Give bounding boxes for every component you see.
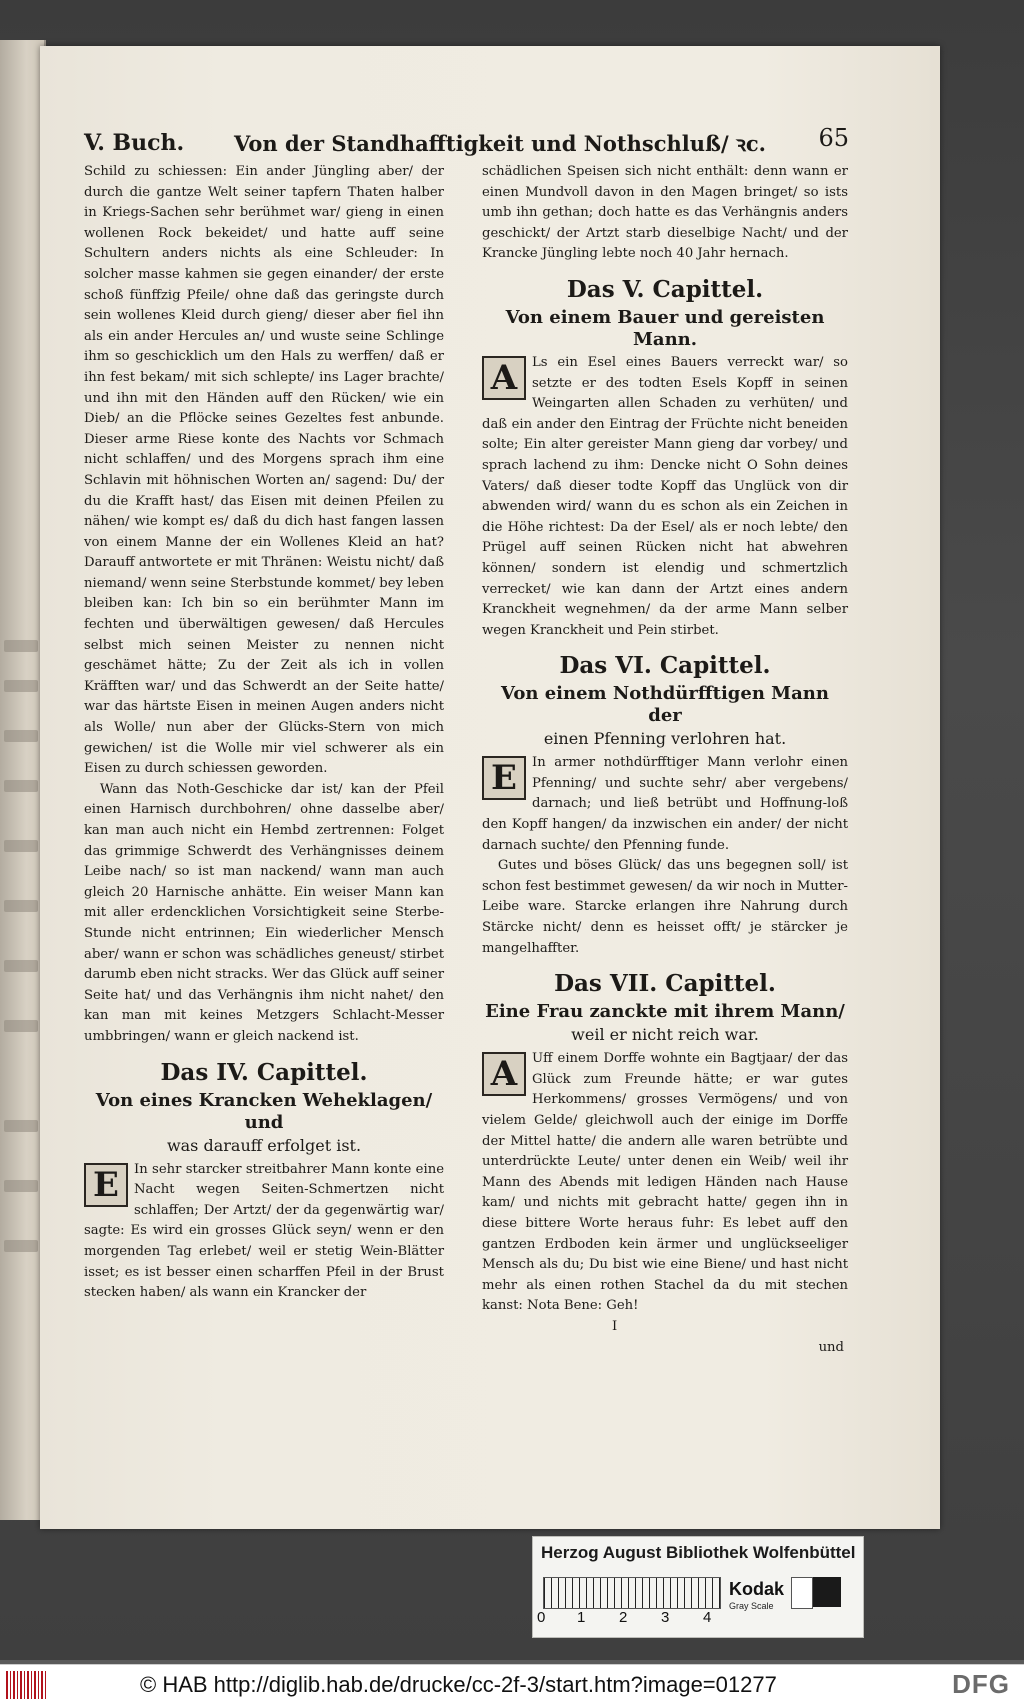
running-title: Von der Standhafftigkeit und Nothschluß/ ꝛc. <box>234 131 766 156</box>
color-calibration-card <box>532 1536 864 1638</box>
chapter-5-text <box>482 353 848 641</box>
dropcap-initial: E <box>84 1163 128 1207</box>
chapter-6-text-2: Gutes und böses Glück/ das uns begegnen soll/ ist schon fest bestimmet gewesen/ da wir noch in Mutter-Leibe ware. Starcke erlangen ihre Nahrung durch Stärcke nicht/ denn es heisset offt/ je stärcker je mangelhaffter. <box>482 858 848 956</box>
gray-scale-label: Gray Scale <box>729 1601 774 1611</box>
chapter-4-body: In sehr starcker streitbahrer Mann konte eine Nacht wegen Seiten-Schmertzen nicht schlaffen; Der Artzt/ der da gegenwärtig war/ sagte: Es wird ein grosses Glück seyn/ wenn er den morgenden Tag erlebet/ weil er stetig Wein-Blätter isset; es ist besser einen scharffen Pfeil in der Brust stecken haben/ als wann ein Krancker der <box>84 1161 444 1301</box>
signature-mark: I <box>612 1318 618 1334</box>
chapter-6-subhead: Von einem Nothdürfftigen Mann der <box>501 683 829 727</box>
page-number: 65 <box>818 124 849 152</box>
chapter-7-title: Das VII. Capittel. <box>554 970 776 998</box>
chapter-4-title: Das IV. Capittel. <box>160 1058 368 1086</box>
scale-number: 0 <box>537 1609 546 1626</box>
dropcap-initial: A <box>482 356 526 400</box>
ghost-text <box>4 900 38 912</box>
dfg-logo: DFG <box>952 1669 1010 1699</box>
scale-numbers <box>537 1609 727 1631</box>
chapter-7-text <box>482 1049 848 1317</box>
scale-number: 3 <box>661 1609 670 1626</box>
chapter-4-subhead-2: was darauff erfolget ist. <box>166 1135 362 1155</box>
right-column <box>482 162 848 1358</box>
ghost-text <box>4 960 38 972</box>
chapter-4-subhead: Von eines Krancken Weheklagen/ und <box>95 1089 433 1133</box>
left-column <box>84 162 444 1304</box>
ghost-text <box>4 1120 38 1132</box>
hab-logo-icon <box>6 1671 46 1699</box>
scale-number: 4 <box>703 1609 712 1626</box>
page-content <box>84 124 849 1384</box>
ruler-scale <box>543 1577 721 1609</box>
chapter-6-subhead-2: einen Pfenning verlohren hat. <box>543 729 787 749</box>
ghost-text <box>4 840 38 852</box>
chapter-6-title: Das VI. Capittel. <box>559 652 771 680</box>
kodak-logo: Kodak <box>729 1579 785 1599</box>
chapter-5-title: Das V. Capittel. <box>566 275 764 303</box>
left-second-paragraph: Wann das Noth-Geschicke dar ist/ kan der Pfeil einen Harnisch durchbohren/ ohne dasselbe aber/ kan man auch nicht ein Hembd zertrennen: Folget das grimmige Schwerdt des Verhängnisses deinem Leibe nach/ so ist man nackend/ wann man auch gleich 20 Harnische anhätte. Ein weiser Mann kan mit aller erdencklichen Vorsichtigkeit seine Sterbe-Stunde nicht entrinnen; Ein wiederlicher Mensch aber/ wann er schon was schädliches geneust/ stirbet darumb eben nicht stracks. Wer das Glück auff seiner Seite hat/ und das Verhängnis ihm nicht nahet/ den kan man mit keines Metzgers Schlacht-Messer umbbringen/ wann er gleich nackend ist. <box>84 781 444 1044</box>
black-swatch <box>813 1577 841 1607</box>
credit-link[interactable]: © HAB http://diglib.hab.de/drucke/cc-2f-3/start.htm?image=01277 <box>140 1672 777 1697</box>
catchword: und <box>818 1339 844 1355</box>
scale-number: 2 <box>619 1609 628 1626</box>
ghost-text <box>4 730 38 742</box>
ghost-text <box>4 1020 38 1032</box>
right-intro-paragraph: schädlichen Speisen sich nicht enthält: denn wann er einen Mundvoll davon in den Magen bringet/ so ists umb ihn gethan; doch hatte es das Verhängnis anders geschickt/ der Artzt starb dieselbige Nacht/ und der Krancke Jüngling lebte noch 40 Jahr hernach. <box>482 164 848 262</box>
scale-number: 1 <box>577 1609 586 1626</box>
book-label: V. Buch. <box>84 130 185 156</box>
chapter-6-body: In armer nothdürfftiger Mann verlohr einen Pfenning/ und suchte sehr/ aber vergebens/ darnach; und ließ betrübt und Hoffnung-loß den Kopff hangen/ da inzwischen ein ander/ der nicht darnach suchte/ den Pfenning funde. <box>482 755 848 853</box>
dropcap-initial: A <box>482 1052 526 1096</box>
left-intro-paragraph: Schild zu schiessen: Ein ander Jüngling aber/ der durch die gantze Welt seiner tapfern Thaten halber in Kriegs-Sachen sehr berühmet war/ gieng in einen wollenen Rock bekeidet/ und hatte auff seine Schultern anders nichts als eine Schleuder: In solcher masse kahmen sie gegen einander/ der erste schoß fünffzig Pfeile/ ohne daß das geringste durch sein wollenes Kleid durch gieng/ dieser aber fiel ihn als ein ander Hercules an/ und wuste seine Schlinge ihm so geschicklich um den Hals zu werffen/ daß er ihn fest bekam/ mit sich schlepte/ ins Lager brachte/ und ihn mit den Händen auff den Rücken/ wie ein Dieb/ an die Pflöcke seines Gezeltes fest anbunde. Dieser arme Riese konte des Nachts vor Schmach nicht schlaffen/ und des Morgens sprach ihm eine Schlavin mit höhnischen Worten an/ sagend: Du/ der du die Krafft hast/ das Eisen mit deinen Pfeilen zu nähen/ wie kompt es/ daß du dich hast fangen lassen von einem Manne der ein Wollenes Kleid an hat? Darauff antwortete er mit Thränen: Weistu nicht/ daß niemand/ wenn seine Sterbstunde kommet/ bey leben bleiben kan: Ich bin so ein berühmter Mann im fechten und überwältigen gewesen/ daß Hercules selbst mich seinen Meister zu nennen nicht geschämet hätte; Zu der Zeit als ich in vollen Kräfften war/ und das Schwerdt an der Seite hatte/ war das härtste Eisen in meinen Augen anders nicht als Wolle/ nun aber der Glücks-Stern von mich gewichen/ ist die Wolle mir viel schwerer als ein Eisen zu durch schiessen geworden. <box>84 164 444 777</box>
running-head <box>84 124 849 160</box>
ghost-text <box>4 680 38 692</box>
library-label: Herzog August Bibliothek Wolfenbüttel <box>541 1543 856 1562</box>
chapter-7-subhead: Eine Frau zanckte mit ihrem Mann/ <box>485 1001 845 1023</box>
chapter-5-body: Ls ein Esel eines Bauers verreckt war/ so setzte er des todten Esels Kopff in seinen Weingarten allen Schaden zu verhüten/ und daß ein ander den Eintrag der Früchte nicht beneiden solte; Ein alter gereister Mann gieng dar vorbey/ und sprach lachend zu ihm: Dencke nicht O Sohn deines Vaters/ daß dieser todte Kopff das Unglück von dir abwenden wird/ wann du es schon als ein Zeichen in die Höhe richtest: Da der Esel/ als er noch lebte/ den Prügel auff seinen Rücken nicht hat abwehren können/ sondern ist elendig und schmertzlich verrecket/ wie kan dann der Artzt eines andern Kranckheit wegnehmen/ da der arme Mann selber wegen Kranckheit und Pein stirbet. <box>482 354 848 638</box>
chapter-5-subhead: Von einem Bauer und gereisten Mann. <box>505 306 825 350</box>
chapter-7-body: Uff einem Dorffe wohnte ein Bagtjaar/ der das Glück zum Freunde hätte; er war gutes Herkommens/ grosses Vermögens/ und von vielem Gelde/ gleichwoll auch der einige im Dorffe der Mittel hatte/ die andern alle waren betrübte und unterdrückte Leute/ unter denen ein Weib/ weil ihr Mann des Abends mit ledigen Händen nach Hause kam/ und nichts mit gebracht hatte/ gegen ihn in diese bittere Worte heraus fuhr: Es lebet auff den gantzen Erdboden kein ärmer und unglückseeliger Mensch als du; Du bist wie eine Biene/ und hast nicht mehr als einen rothen Stachel da du mit stechen kanst: Nota Bene: Geh! <box>482 1051 848 1314</box>
chapter-6-text <box>482 753 848 856</box>
chapter-4-text <box>84 1160 444 1304</box>
viewer-footer <box>0 1664 1024 1705</box>
dropcap-initial: E <box>482 756 526 800</box>
chapter-7-subhead-2: weil er nicht reich war. <box>571 1025 759 1045</box>
white-swatch <box>791 1577 813 1609</box>
ghost-text <box>4 640 38 652</box>
ghost-text <box>4 1180 38 1192</box>
ghost-text <box>4 1240 38 1252</box>
ghost-text <box>4 780 38 792</box>
book-page <box>40 46 940 1529</box>
